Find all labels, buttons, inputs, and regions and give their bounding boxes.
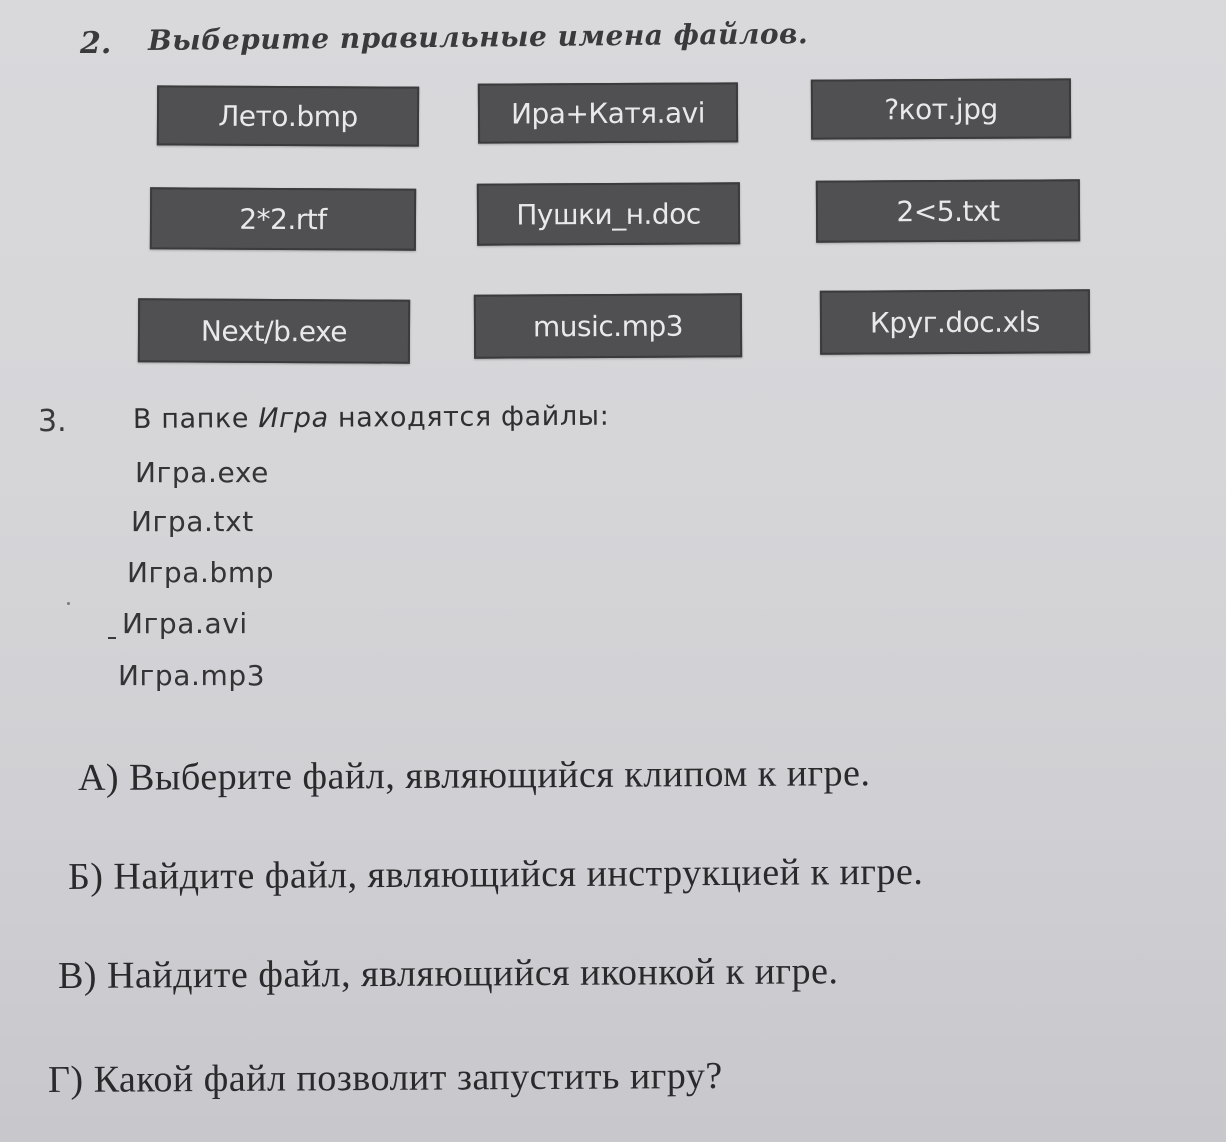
task-a: А) Выберите файл, являющийся клипом к игре.: [77, 752, 871, 799]
folder-name: Игра: [258, 402, 329, 435]
intro-text: находятся файлы:: [328, 400, 610, 434]
question-2-prompt: Выберите правильные имена файлов.: [147, 17, 809, 57]
filename-option: 2<5.txt: [816, 179, 1080, 242]
folder-file: Игра.exe: [135, 456, 269, 489]
folder-file: Игра.bmp: [127, 556, 275, 589]
folder-file: Игра.avi: [122, 607, 248, 640]
filename-option: Ира+Катя.avi: [478, 82, 738, 143]
question-3-number: 3.: [38, 404, 67, 439]
folder-file: Игра.txt: [131, 505, 254, 538]
filename-option: music.mp3: [474, 293, 742, 358]
intro-text: В папке: [132, 403, 259, 435]
task-d: Г) Какой файл позволит запустить игру?: [47, 1054, 723, 1101]
filename-option: 2*2.rtf: [150, 187, 416, 250]
filename-option: ?кот.jpg: [811, 78, 1071, 139]
pen-mark: [108, 637, 116, 639]
question-3-intro: [133, 401, 610, 435]
task-b: Б) Найдите файл, являющийся инструкцией к игре.: [67, 850, 924, 898]
task-c: В) Найдите файл, являющийся иконкой к игре.: [57, 950, 839, 997]
question-2-number: 2.: [80, 26, 112, 61]
filename-option: Пушки_н.doc: [477, 182, 740, 245]
folder-file: Игра.mp3: [118, 659, 266, 692]
filename-option: Лето.bmp: [157, 85, 419, 146]
filename-option: Next/b.exe: [138, 298, 410, 363]
filename-option: Круг.doc.xls: [820, 289, 1090, 354]
paper-speck: [67, 602, 70, 605]
